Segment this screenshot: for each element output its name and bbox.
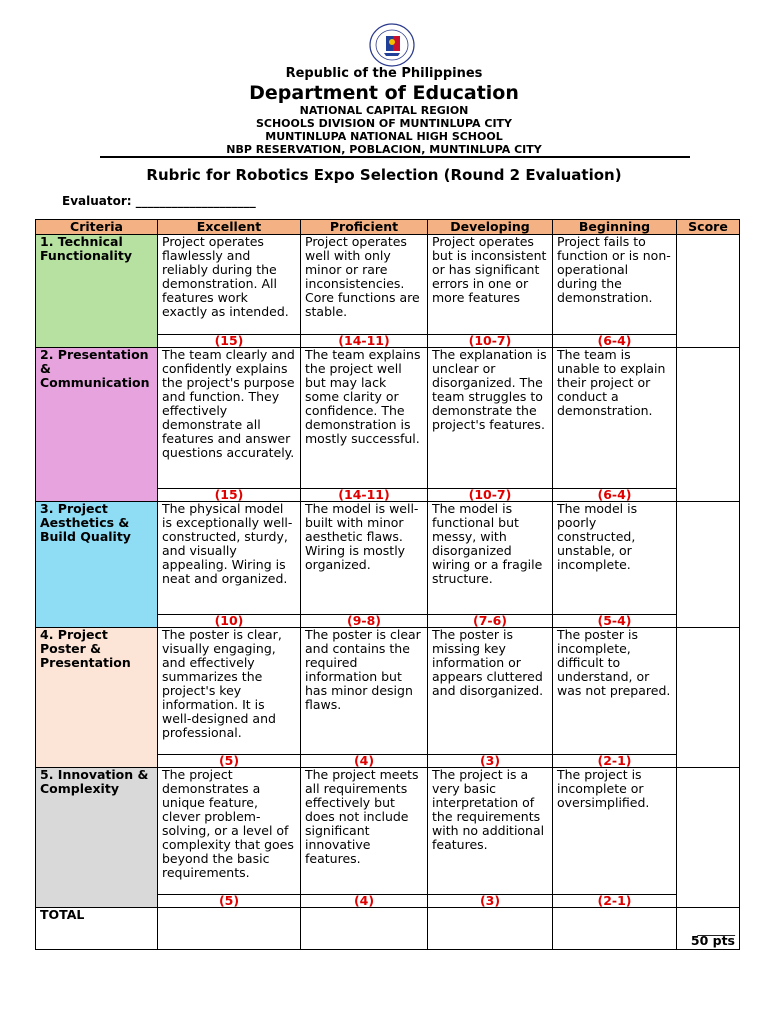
points-excellent: (10) — [158, 615, 301, 628]
department-title: Department of Education — [249, 82, 519, 104]
beginning-cell: The model is poorly constructed, unstable, or incomplete. — [553, 502, 677, 615]
developing-cell: Project operates but is inconsistent or has significant errors in one or more features — [428, 235, 553, 335]
excellent-cell: The poster is clear, visually engaging, and effectively summarizes the project's key information. It is well-designed and professional. — [158, 628, 301, 755]
developing-cell: The explanation is unclear or disorganized. The team struggles to demonstrate the project's features. — [428, 348, 553, 489]
developing-cell: The model is functional but messy, with disorganized wiring or a fragile structure. — [428, 502, 553, 615]
score-cell[interactable] — [677, 348, 740, 502]
total-score-cell[interactable] — [677, 908, 740, 950]
criteria-cell: 2. Presentation & Communication — [36, 348, 158, 502]
criteria-cell: 3. Project Aesthetics & Build Quality — [36, 502, 158, 628]
points-developing: (10-7) — [428, 335, 553, 348]
header-divider — [100, 156, 690, 158]
proficient-cell: The model is well-built with minor aesthetic flaws. Wiring is mostly organized. — [301, 502, 428, 615]
points-excellent: (15) — [158, 335, 301, 348]
total-points: 50 pts — [690, 933, 735, 948]
evaluator-field: Evaluator: ____________________ — [62, 194, 256, 208]
deped-seal-logo — [364, 22, 420, 68]
beginning-cell: Project fails to function or is non-operational during the demonstration. — [553, 235, 677, 335]
total-empty-cell — [301, 908, 428, 950]
excellent-cell: The team clearly and confidently explains the project's purpose and function. They effectively demonstrate all features and answer questions accurately. — [158, 348, 301, 489]
points-developing: (3) — [428, 755, 553, 768]
developing-cell: The project is a very basic interpretation of the requirements with no additional features. — [428, 768, 553, 895]
total-row — [36, 908, 740, 950]
table-row — [36, 628, 740, 755]
header-developing: Developing — [428, 220, 553, 235]
points-excellent: (5) — [158, 895, 301, 908]
points-developing: (7-6) — [428, 615, 553, 628]
score-cell[interactable] — [677, 768, 740, 908]
score-cell[interactable] — [677, 235, 740, 348]
beginning-cell: The poster is incomplete, difficult to understand, or was not prepared. — [553, 628, 677, 755]
beginning-cell: The team is unable to explain their project or conduct a demonstration. — [553, 348, 677, 489]
total-empty-cell — [158, 908, 301, 950]
proficient-cell: The team explains the project well but may lack some clarity or confidence. The demonstration is mostly successful. — [301, 348, 428, 489]
header-proficient: Proficient — [301, 220, 428, 235]
points-beginning: (6-4) — [553, 335, 677, 348]
region-label: NATIONAL CAPITAL REGION — [299, 104, 469, 117]
beginning-cell: The project is incomplete or oversimplified. — [553, 768, 677, 895]
table-row — [36, 348, 740, 489]
score-cell[interactable] — [677, 628, 740, 768]
proficient-cell: The poster is clear and contains the required information but has minor design flaws. — [301, 628, 428, 755]
points-beginning: (5-4) — [553, 615, 677, 628]
excellent-cell: The project demonstrates a unique feature, clever problem-solving, or a level of complexity that goes beyond the basic requirements. — [158, 768, 301, 895]
points-excellent: (5) — [158, 755, 301, 768]
points-developing: (3) — [428, 895, 553, 908]
table-row — [36, 768, 740, 895]
criteria-cell: 1. Technical Functionality — [36, 235, 158, 348]
points-proficient: (4) — [301, 755, 428, 768]
excellent-cell: Project operates flawlessly and reliably during the demonstration. All features work exactly as intended. — [158, 235, 301, 335]
table-row — [36, 502, 740, 615]
points-beginning: (6-4) — [553, 489, 677, 502]
table-row — [36, 235, 740, 335]
proficient-cell: The project meets all requirements effectively but does not include significant innovative features. — [301, 768, 428, 895]
points-proficient: (9-8) — [301, 615, 428, 628]
rubric-title: Rubric for Robotics Expo Selection (Round 2 Evaluation) — [146, 166, 622, 184]
points-beginning: (2-1) — [553, 895, 677, 908]
table-header-row — [36, 220, 740, 235]
header-beginning: Beginning — [553, 220, 677, 235]
proficient-cell: Project operates well with only minor or rare inconsistencies. Core functions are stable. — [301, 235, 428, 335]
header-excellent: Excellent — [158, 220, 301, 235]
header-score: Score — [677, 220, 740, 235]
republic-label: Republic of the Philippines — [285, 66, 483, 81]
points-excellent: (15) — [158, 489, 301, 502]
points-proficient: (4) — [301, 895, 428, 908]
rubric-table — [35, 219, 740, 950]
division-label: SCHOOLS DIVISION OF MUNTINLUPA CITY — [255, 117, 513, 130]
total-empty-cell — [428, 908, 553, 950]
total-empty-cell — [553, 908, 677, 950]
criteria-cell: 4. Project Poster & Presentation — [36, 628, 158, 768]
criteria-cell: 5. Innovation & Complexity — [36, 768, 158, 908]
school-label: MUNTINLUPA NATIONAL HIGH SCHOOL — [265, 130, 503, 143]
points-developing: (10-7) — [428, 489, 553, 502]
points-beginning: (2-1) — [553, 755, 677, 768]
address-label: NBP RESERVATION, POBLACION, MUNTINLUPA CITY — [226, 143, 542, 156]
developing-cell: The poster is missing key information or appears cluttered and disorganized. — [428, 628, 553, 755]
total-score-blank: ______ — [697, 921, 735, 936]
total-label: TOTAL — [36, 908, 158, 950]
points-proficient: (14-11) — [301, 335, 428, 348]
score-cell[interactable] — [677, 502, 740, 628]
points-proficient: (14-11) — [301, 489, 428, 502]
header-criteria: Criteria — [36, 220, 158, 235]
excellent-cell: The physical model is exceptionally well-constructed, sturdy, and visually appealing. Wiring is neat and organized. — [158, 502, 301, 615]
